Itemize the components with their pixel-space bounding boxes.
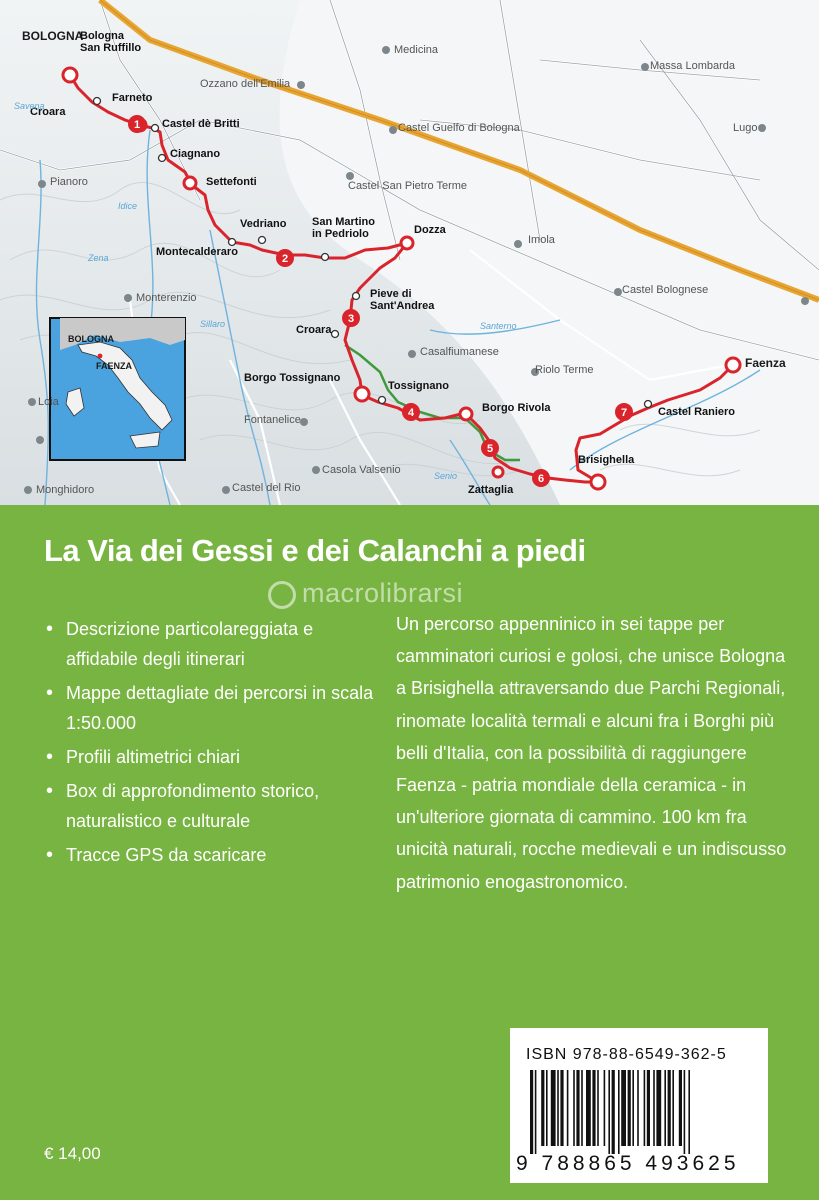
ean-digits: 9 788865 493625 [516,1152,740,1175]
stage-number-6: 6 [537,473,545,485]
feature-item: • Tracce GPS da scaricare [44,840,374,870]
place-label-croara-1: Croara [30,106,66,118]
feature-list [44,614,374,874]
place-label-ciagnano: Ciagnano [170,148,221,160]
watermark [268,578,463,609]
place-label-castel-bolognese: Castel Bolognese [622,284,709,296]
book-description: Un percorso appenninico in sei tappe per camminatori curiosi e golosi, che unisce Bologna a Brisighella attraversando due Parchi Regionali, rinomate località termali e alcuni fra i Borghi più belli d'Italia, con la possibilità di raggiungere Faenza - patria mondiale della ceramica - in un'ulteriore giornata di cammino. 100 km fra unicità naturali, rocche medievali e un indiscusso patrimonio enogastronomico. [396,614,787,892]
price-label: € 14,00 [44,1144,101,1163]
place-label-casola-valsenio: Casola Valsenio [322,464,401,476]
place-label-faenza: Faenza [745,356,786,370]
place-label-farneto: Farneto [112,92,153,104]
map-graphic [0,0,819,505]
place-label-lugo: Lugo [733,122,758,134]
place-label-settefonti: Settefonti [206,176,257,188]
place-label-san-martino: San Martino in Pedriolo [312,216,375,240]
isbn-label: ISBN 978-88-6549-362-5 [526,1046,727,1063]
place-label-tossignano: Tossignano [388,380,449,392]
place-label-montecalderaro: Montecalderaro [156,246,238,258]
feature-item: • Descrizione particolareggiata e affidabile degli itinerari [44,614,374,674]
watermark-text: macrolibrarsi [302,578,464,608]
stage-number-4: 4 [407,407,415,419]
place-label-casalfiumanese: Casalfiumanese [420,346,499,358]
place-label-ozzano: Ozzano dell'Emilia [200,78,291,90]
place-label-massa-lombarda: Massa Lombarda [650,60,735,72]
place-label-castel-san-pietro: Castel San Pietro Terme [348,180,468,192]
place-label-sillaro: Sillaro [200,319,226,329]
place-label-senio: Senio [434,471,458,481]
place-label-fontanelice: Fontanelice [244,414,301,426]
place-label-borgo-tossignano: Borgo Tossignano [244,372,341,384]
place-label-savena: Savena [14,101,45,111]
place-label-bologna-san-ruffillo: Bologna San Ruffillo [80,30,142,54]
place-label-santerno: Santerno [480,321,517,331]
place-label-castel-del-rio: Castel del Rio [232,482,301,494]
place-label-castel-de-britti: Castel dè Britti [162,118,240,130]
route-map [0,0,819,505]
stage-number-2: 2 [281,253,289,265]
stage-number-3: 3 [347,313,355,325]
place-label-zattaglia: Zattaglia [468,484,514,496]
barcode-graphic [530,1070,750,1154]
inset-label-faenza: FAENZA [96,361,132,371]
place-label-monterenzio: Monterenzio [136,292,197,304]
watermark-leaf-icon [268,581,296,609]
place-label-imola: Imola [528,234,555,246]
place-label-loia: Loia [38,396,59,408]
book-title: La Via dei Gessi e dei Calanchi a piedi [44,533,586,568]
place-label-dozza: Dozza [414,224,446,236]
place-label-idice: Idice [118,201,138,211]
place-label-riolo-terme: Riolo Terme [535,364,594,376]
place-label-borgo-rivola: Borgo Rivola [482,402,551,414]
place-label-medicina: Medicina [394,44,439,56]
inset-label-bologna: BOLOGNA [68,334,114,344]
stage-number-1: 1 [133,119,141,131]
place-label-pieve: Pieve di Sant'Andrea [370,288,435,312]
place-label-castel-guelfo: Castel Guelfo di Bologna [398,122,520,134]
feature-item: • Mappe dettagliate dei percorsi in scala 1:50.000 [44,678,374,738]
place-label-brisighella: Brisighella [578,454,635,466]
place-label-croara-2: Croara [296,324,332,336]
feature-item: • Profili altimetrici chiari [44,742,374,772]
place-label-monghidoro: Monghidoro [36,484,95,496]
barcode-panel [510,1028,768,1183]
stage-number-5: 5 [486,443,494,455]
place-label-pianoro: Pianoro [50,176,88,188]
place-label-castel-raniero: Castel Raniero [658,406,736,418]
stage-number-7: 7 [620,407,628,419]
place-label-zena: Zena [88,253,109,263]
feature-item: • Box di approfondimento storico, naturalistico e culturale [44,776,374,836]
place-label-bologna: BOLOGNA [22,29,84,43]
place-label-vedriano: Vedriano [240,218,287,230]
